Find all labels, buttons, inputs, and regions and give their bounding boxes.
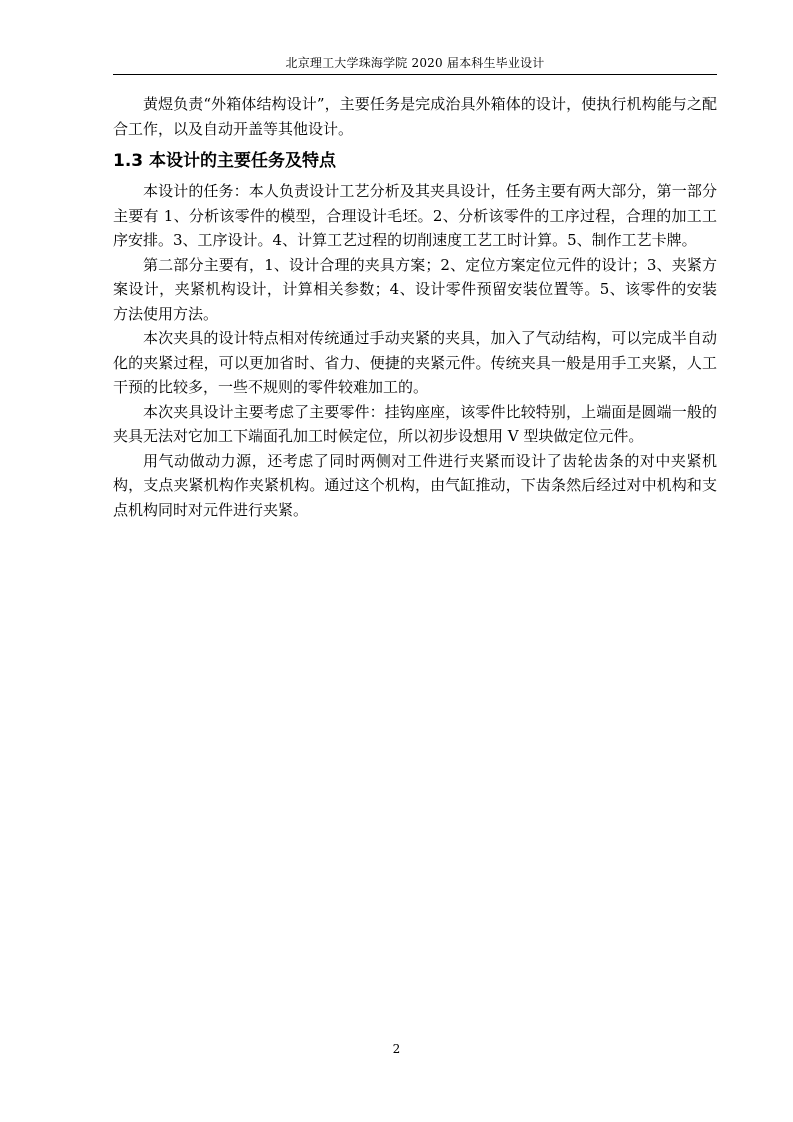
paragraph-fixture-features: 本次夹具的设计特点相对传统通过手动夹紧的夹具，加入了气动结构，可以完成半自动化的夹紧过程，可以更加省时、省力、便捷的夹紧元件。传统夹具一般是用手工夹紧，人工干预的比较多，一些不规则的零件较难加工的。 — [113, 329, 717, 396]
page-number: 2 — [392, 1042, 401, 1056]
page-body — [113, 92, 717, 522]
paragraph-part-two: 第二部分主要有，1、设计合理的夹具方案；2、定位方案定位元件的设计；3、夹紧方案设计，夹紧机构设计，计算相关参数；4、设计零件预留安装位置等。5、该零件的安装方法使用方法。 — [113, 255, 717, 323]
running-header: 北京理工大学珠海学院 2020 届本科生毕业设计 — [285, 56, 545, 70]
paragraph-pneumatic-mechanism: 用气动做动力源，还考虑了同时两侧对工件进行夹紧而设计了齿轮齿条的对中夹紧机构，支点夹紧机构作夹紧机构。通过这个机构，由气缸推动，下齿条然后经过对中机构和支点机构同时对元件进行夹紧。 — [113, 451, 717, 519]
header-divider — [113, 74, 717, 75]
section-heading: 1.3 本设计的主要任务及特点 — [113, 151, 337, 171]
paragraph-housing-design: 黄煜负责“外箱体结构设计”，主要任务是完成治具外箱体的设计，使执行机构能与之配合工作，以及自动开盖等其他设计。 — [113, 95, 717, 138]
paragraph-main-part: 本次夹具设计主要考虑了主要零件：挂钩座座，该零件比较特别，上端面是圆端一般的夹具无法对它加工下端面孔加工时候定位，所以初步设想用 V 型块做定位元件。 — [113, 402, 717, 445]
paragraph-design-tasks: 本设计的任务：本人负责设计工艺分析及其夹具设计，任务主要有两大部分，第一部分主要有 1、分析该零件的模型，合理设计毛坯。2、分析该零件的工序过程，合理的加工工序安排。3、工序设计。4、计算工艺过程的切削速度工艺工时计算。5、制作工艺卡牌。 — [113, 182, 717, 249]
